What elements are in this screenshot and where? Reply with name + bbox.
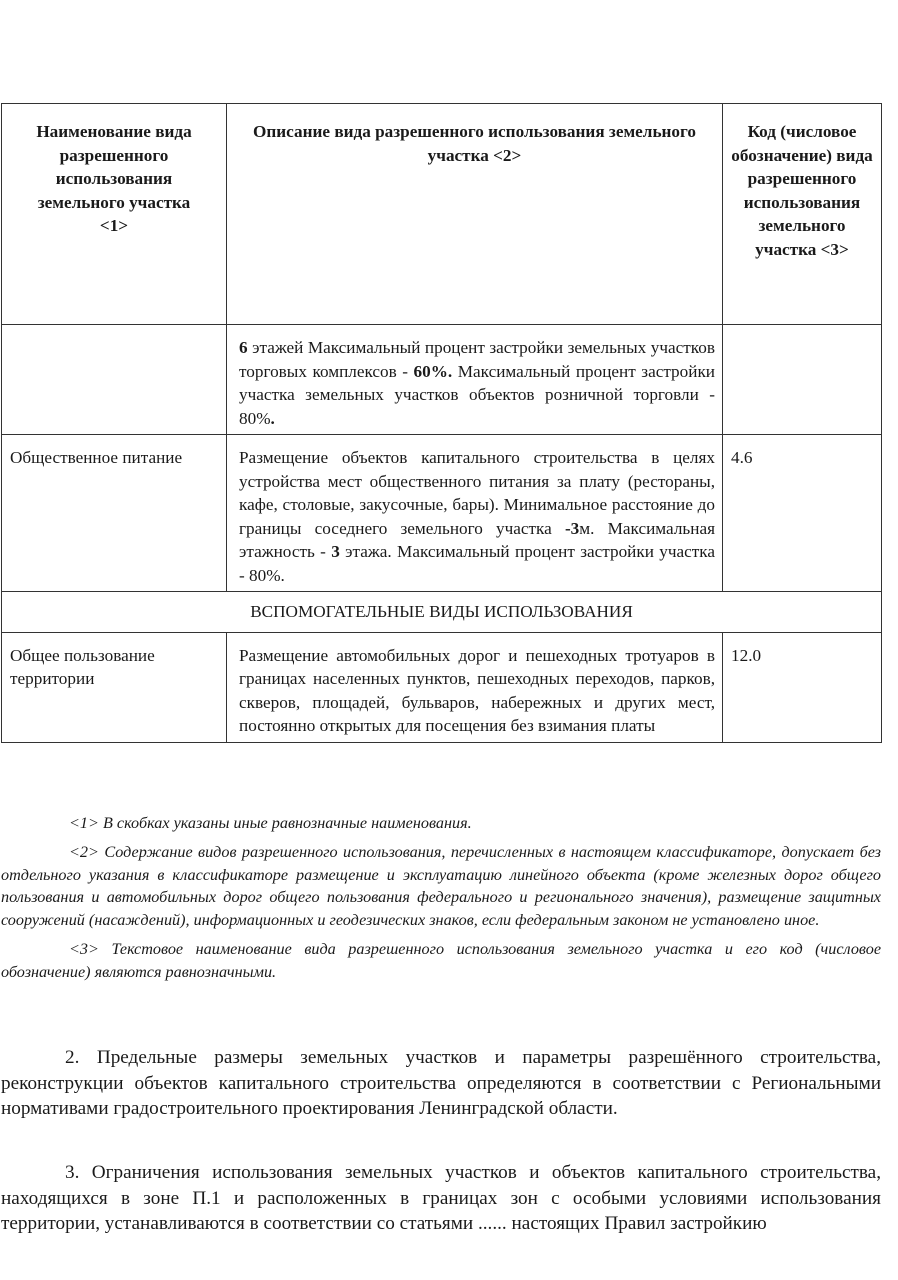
footnote-1: <1> В скобках указаны иные равнозначные наименования.: [69, 814, 472, 832]
row2-code: 4.6: [723, 435, 882, 592]
table-row: [2, 435, 882, 592]
row2-description: Размещение объектов капитального строительства в целях устройства мест общественного питания за плату (рестораны, кафе, столовые, закусочные, бары). Минимальное расстояние до границы соседнего земельного участка -3м. Максимальная этажность - 3 этажа. Максимальный процент застройки участка - 80%.: [227, 435, 723, 592]
row3-name: Общее пользование территории: [2, 632, 227, 742]
footnote-3: <3> Текстовое наименование вида разрешенного использования земельного участка и его код (числовое обозначение) являются равнозначными.: [1, 939, 881, 981]
land-use-table: [1, 103, 882, 743]
paragraph-3: 3. Ограничения использования земельных участков и объектов капитального строительства, находящихся в зоне П.1 и расположенных в границах зон с особыми условиями использования территории, устанавливаются в соответствии со статьями ...... настоящих Правил застройкию: [1, 1162, 881, 1234]
row1-floors: 6: [239, 338, 248, 357]
header-description: Описание вида разрешенного использования земельного участка <2>: [227, 104, 723, 325]
table-row: [2, 632, 882, 742]
section-row: [2, 592, 882, 633]
footnotes: [1, 812, 881, 984]
header-code: Код (числовое обозначение) вида разрешенного использования земельного участка <3>: [723, 104, 882, 325]
row2-name: Общественное питание: [2, 435, 227, 592]
row1-code: [723, 325, 882, 435]
footnote-2: <2> Содержание видов разрешенного использования, перечисленных в настоящем классификаторе, допускает без отдельного указания в классификаторе размещение и эксплуатацию линейного объекта (кроме железных дорог общего пользования и автомобильных дорог общего пользования федерального и регионального значения), размещение защитных сооружений (насаждений), информационных и геодезических знаков, если федеральным законом не установлено иное.: [1, 842, 881, 930]
row3-code: 12.0: [723, 632, 882, 742]
table-row: [2, 325, 882, 435]
row1-description: 6 этажей Максимальный процент застройки земельных участков торговых комплексов - 60%. Максимальный процент застройки участка земельных участков объектов розничной торговли - 80%.: [227, 325, 723, 435]
table-header-row: [2, 104, 882, 325]
paragraph-2: 2. Предельные размеры земельных участков и параметры разрешённого строительства, реконструкции объектов капитального строительства определяются в соответствии с Региональными нормативами градостроительного проектирования Ленинградской области.: [1, 1047, 881, 1119]
row3-description: Размещение автомобильных дорог и пешеходных тротуаров в границах населенных пунктов, пешеходных переходов, парков, скверов, площадей, бульваров, набережных и других мест, постоянно открытых для посещения без взимания платы: [227, 632, 723, 742]
header-name: Наименование вида разрешенного использования земельного участка <1>: [2, 104, 227, 325]
row1-name: [2, 325, 227, 435]
section-title: ВСПОМОГАТЕЛЬНЫЕ ВИДЫ ИСПОЛЬЗОВАНИЯ: [2, 592, 882, 633]
